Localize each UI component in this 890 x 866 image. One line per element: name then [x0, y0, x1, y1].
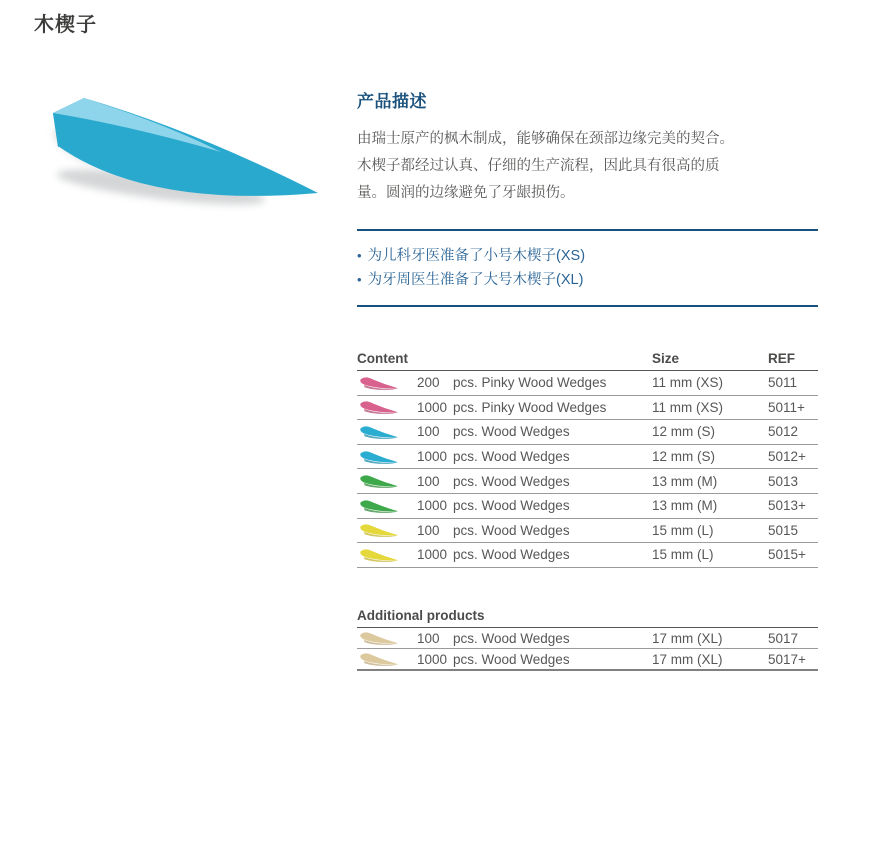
- size-value: 15 mm (L): [652, 547, 714, 563]
- pink-wedge-icon: [357, 399, 417, 415]
- yellow-wedge-icon: [357, 547, 417, 563]
- quantity-value: 1000: [417, 498, 448, 514]
- table-row: [357, 649, 818, 671]
- product-photo: [36, 84, 341, 229]
- table-row: [357, 519, 818, 544]
- page-title: 木楔子: [34, 14, 97, 36]
- ref-value: 5012: [768, 424, 799, 440]
- size-value: 11 mm (XS): [652, 375, 724, 391]
- blue-wedge-image: [36, 84, 341, 229]
- table-row: [357, 494, 818, 519]
- quantity-value: 100: [417, 473, 440, 489]
- description-line: 量。圆润的边缘避免了牙龈损伤。: [357, 185, 575, 201]
- section-heading-description: 产品描述: [357, 92, 427, 111]
- table-row: [357, 469, 818, 494]
- yellow-wedge-icon: [357, 522, 417, 538]
- product-name: pcs. Wood Wedges: [453, 630, 570, 646]
- quantity-value: 1000: [417, 651, 448, 667]
- quantity-value: 100: [417, 630, 440, 646]
- description-line: 由瑞士原产的枫木制成，能够确保在颈部边缘完美的契合。: [357, 131, 734, 147]
- quantity-value: 1000: [417, 547, 448, 563]
- table-row: [357, 543, 818, 568]
- blue-wedge-icon: [357, 449, 417, 465]
- green-wedge-icon: [357, 473, 417, 489]
- product-name: pcs. Wood Wedges: [453, 424, 570, 440]
- ref-value: 5012+: [768, 449, 806, 465]
- quantity-value: 100: [417, 522, 440, 538]
- blue-wedge-icon: [357, 424, 417, 440]
- product-name: pcs. Wood Wedges: [453, 473, 570, 489]
- wood-wedge-icon: [357, 651, 417, 667]
- feature-bullet-list: [357, 244, 818, 292]
- quantity-value: 100: [417, 424, 440, 440]
- table-row: [357, 396, 818, 421]
- column-header-size: Size: [652, 351, 680, 366]
- size-value: 17 mm (XL): [652, 651, 723, 667]
- product-name: pcs. Pinky Wood Wedges: [453, 375, 607, 391]
- size-value: 13 mm (M): [652, 473, 718, 489]
- additional-products-section: [357, 608, 818, 671]
- size-value: 15 mm (L): [652, 522, 714, 538]
- description-line: 木楔子都经过认真、仔细的生产流程，因此具有很高的质: [357, 158, 720, 174]
- product-name: pcs. Wood Wedges: [453, 547, 570, 563]
- ref-value: 5015: [768, 522, 799, 538]
- product-info-column: [357, 92, 818, 671]
- feature-bullet-text: 为牙周医生准备了大号木楔子(XL): [367, 272, 584, 288]
- ref-value: 5015+: [768, 547, 806, 563]
- description-paragraph: [357, 126, 818, 207]
- product-table-header: [357, 351, 818, 371]
- table-row: [357, 445, 818, 470]
- bullet-marker: •: [357, 248, 362, 263]
- column-header-content: Content: [357, 351, 408, 366]
- size-value: 12 mm (S): [652, 449, 716, 465]
- ref-value: 5011: [768, 375, 798, 391]
- wood-wedge-icon: [357, 630, 417, 646]
- bullet-marker: •: [357, 272, 362, 287]
- ref-value: 5017+: [768, 651, 806, 667]
- product-table-body: [357, 371, 818, 568]
- size-value: 17 mm (XL): [652, 630, 723, 646]
- table-row: [357, 420, 818, 445]
- ref-value: 5013: [768, 473, 799, 489]
- quantity-value: 1000: [417, 399, 448, 415]
- quantity-value: 1000: [417, 449, 448, 465]
- product-name: pcs. Wood Wedges: [453, 449, 570, 465]
- size-value: 12 mm (S): [652, 424, 716, 440]
- product-name: pcs. Wood Wedges: [453, 651, 570, 667]
- quantity-value: 200: [417, 375, 440, 391]
- divider-bottom: [357, 305, 818, 307]
- divider-top: [357, 229, 818, 231]
- column-header-ref: REF: [768, 351, 795, 366]
- feature-bullet: [357, 268, 818, 292]
- feature-bullet: [357, 244, 818, 268]
- additional-products-body: [357, 628, 818, 671]
- pink-wedge-icon: [357, 375, 417, 391]
- ref-value: 5013+: [768, 498, 806, 514]
- feature-bullet-text: 为儿科牙医准备了小号木楔子(XS): [367, 248, 586, 264]
- size-value: 11 mm (XS): [652, 399, 724, 415]
- ref-value: 5011+: [768, 399, 805, 415]
- table-row: [357, 371, 818, 396]
- ref-value: 5017: [768, 630, 799, 646]
- green-wedge-icon: [357, 498, 417, 514]
- additional-products-heading: Additional products: [357, 608, 818, 628]
- product-table: [357, 351, 818, 568]
- product-name: pcs. Wood Wedges: [453, 498, 570, 514]
- table-row: [357, 628, 818, 650]
- product-name: pcs. Pinky Wood Wedges: [453, 399, 607, 415]
- product-name: pcs. Wood Wedges: [453, 522, 570, 538]
- size-value: 13 mm (M): [652, 498, 718, 514]
